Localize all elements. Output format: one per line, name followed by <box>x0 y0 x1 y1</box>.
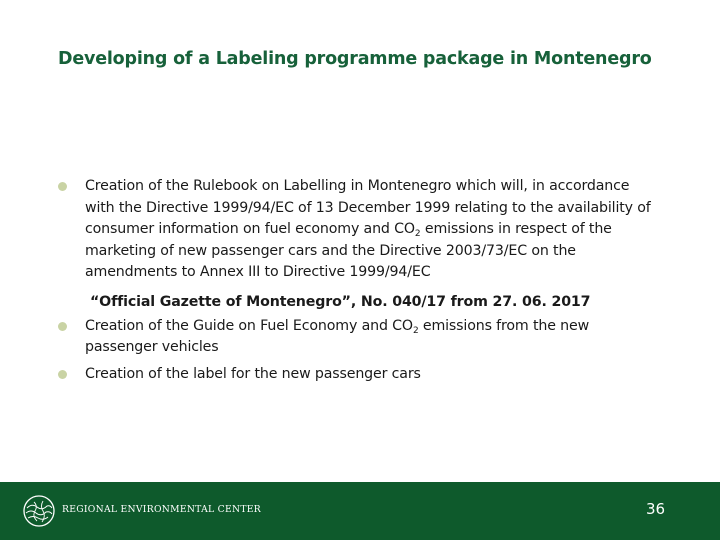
bullet-item-guide <box>58 316 658 359</box>
gazette-note: “Official Gazette of Montenegro”, No. 040/17 from 27. 06. 2017 <box>90 293 591 310</box>
slide-title: Developing of a Labeling programme package in Montenegro <box>58 49 652 69</box>
bullet-text: Creation of the Rulebook on Labelling in Montenegro which will, in accordance with the Directive 1999/94/EC of 13 December 1999 relating to the availability of consumer information on fuel economy and $CO_2$ emissions in respect of the marketing of new passenger cars and the Directive 2003/73/EC on the amendments to Annex III to Directive 1999/94/EC <box>85 178 651 280</box>
slide-content <box>58 176 658 385</box>
bullet-dot-icon <box>58 182 67 191</box>
bullet-item-rulebook <box>58 176 658 284</box>
bullet-text: Creation of the label for the new passenger cars <box>85 365 421 382</box>
footer-bar <box>0 482 720 540</box>
page-number: 36 <box>646 500 666 518</box>
bullet-dot-icon <box>58 370 67 379</box>
bullet-text: Creation of the Guide on Fuel Economy and $CO_2$ emissions from the new passenger vehicles <box>85 317 590 355</box>
rec-globe-logo-icon <box>22 494 56 528</box>
bullet-dot-icon <box>58 322 67 331</box>
bullet-item-label <box>58 364 658 386</box>
organization-name: REGIONAL ENVIRONMENTAL CENTER <box>62 504 261 515</box>
